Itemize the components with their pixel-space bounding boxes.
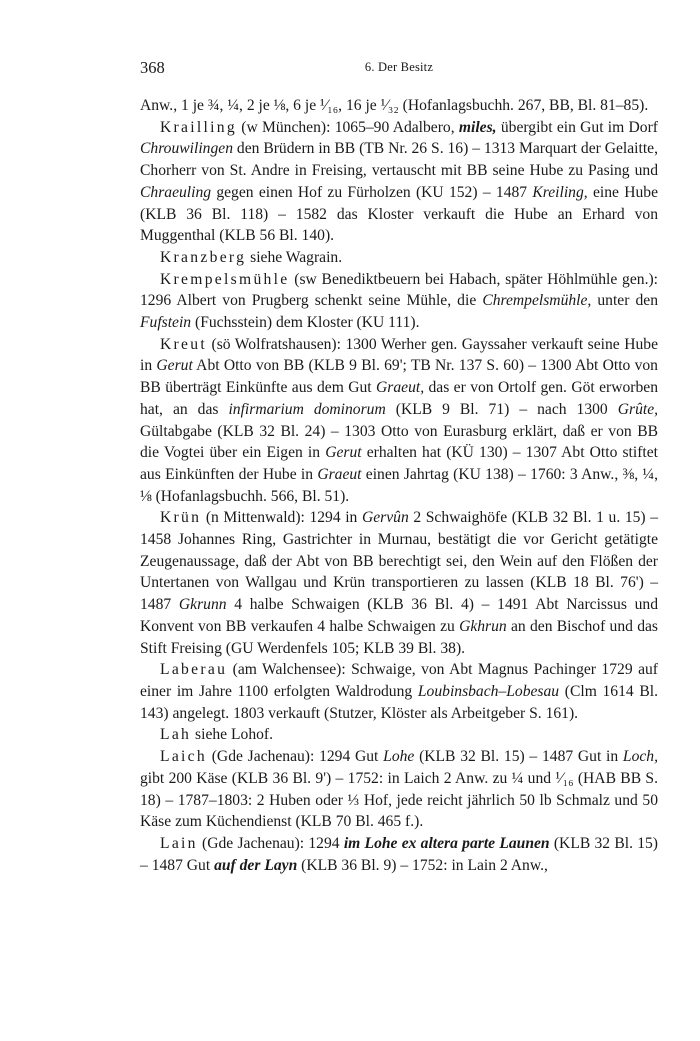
text-run: siehe Lohof.: [191, 726, 274, 744]
text-run: Abt Otto von BB (KLB 9 Bl. 69'; TB Nr. 137 S. 60) – 1300 Abt Otto von BB überträgt Einkünfte aus dem Gut: [140, 357, 658, 397]
text-run: (KLB 36 Bl. 9) – 1752: in Lain 2 Anw.,: [297, 856, 548, 874]
text-run: Anw., 1 je ¾, ¼, 2 je ⅛, 6 je ¹⁄₁₆, 16 je ¹⁄₃₂ (Hofanlagsbuchh. 267, BB, Bl. 81–85).: [140, 97, 649, 114]
text-run: siehe Wagrain.: [246, 248, 343, 266]
italic-term: Gkrunn: [178, 596, 227, 614]
entry-headword: Laich: [160, 748, 207, 766]
text-run: unter den: [591, 292, 658, 310]
paragraph-krailling: [140, 117, 658, 247]
italic-term: Chrempelsmühle,: [482, 292, 592, 310]
text-run: (Gde Jachenau): 1294 Gut: [207, 748, 384, 766]
text-run: (n Mittenwald): 1294 in: [201, 509, 362, 527]
entry-headword: Krün: [160, 509, 202, 527]
italic-term: Graeut: [317, 465, 362, 483]
text-run: (Clm 1614 Bl. 143) angelegt. 1803 verkauft (Stutzer, Klöster als Arbeitgeber S. 161).: [140, 682, 658, 722]
text-run: das er von Ortolf gen. Göt erworben hat, an das: [140, 379, 658, 418]
italic-term: Kreiling,: [532, 183, 588, 201]
italic-term: infirmarium dominorum: [228, 400, 386, 418]
text-run: übergibt ein Gut im Dorf: [496, 118, 658, 136]
paragraph-kruen: [140, 507, 658, 659]
bold-italic-term: im Lohe ex altera parte Launen: [343, 834, 550, 852]
text-run: (KLB 32 Bl. 15) – 1487 Gut in: [414, 748, 623, 766]
text-run: (Fuchsstein) dem Kloster (KU 111).: [191, 314, 420, 332]
entry-headword: Krempelsmühle: [160, 270, 290, 288]
text-run: einen Jahrtag (KU 138) – 1760: 3 Anw., ⅜, ¼, ⅛ (Hofanlagsbuchh. 566, Bl. 51).: [140, 465, 658, 505]
entry-headword: Kranzberg: [160, 248, 247, 266]
entry-headword: Lah: [160, 726, 192, 744]
text-run: (KLB 32 Bl. 15) – 1487 Gut: [140, 834, 659, 874]
italic-term: Loch,: [622, 748, 658, 766]
paragraph-laich: [140, 746, 658, 833]
text-run: gibt 200 Käse (KLB 36 Bl. 9') – 1752: in Laich 2 Anw. zu ¼ und ¹⁄₁₆ (HAB BB S. 18) – 1787–1803: 2 Huben oder ⅓ Hof, jede reicht jährlich 50 lb Schmalz und 50 Käse zum Küchendienst (KLB 70 Bl. 465 f.).: [140, 769, 658, 831]
paragraph-krempelsmuehle: [140, 269, 658, 334]
text-run: (Gde Jachenau): 1294: [197, 834, 344, 852]
entry-headword: Krailling: [160, 118, 237, 136]
entry-headword: Lain: [160, 834, 198, 852]
text-run: (am Walchensee): Schwaige, von Abt Magnus Pachinger 1729 auf einer im Jahre 1100 erfolgten Waldrodung: [140, 661, 658, 700]
body-text: [140, 95, 658, 876]
page-number: 368: [140, 58, 165, 77]
italic-term: Gkhrun: [459, 617, 507, 635]
text-run: an den Bischof und das Stift Freising (GU Werdenfels 105; KLB 39 Bl. 38).: [140, 617, 658, 657]
italic-term: Chrouwilingen: [140, 140, 233, 158]
text-run: erhalten hat (KÜ 130) – 1307 Abt Otto stiftet aus Einkünften der Hube in: [140, 444, 659, 483]
italic-term: Gervûn: [361, 509, 409, 527]
italic-term: Fufstein: [140, 314, 192, 332]
italic-term: Graeut,: [376, 379, 425, 397]
running-head: 6. Der Besitz: [364, 60, 434, 74]
text-run: eine Hube (KLB 36 Bl. 118) – 1582 das Kloster verkauft die Hube an Erhard von Muggenthal (KLB 56 Bl. 140).: [140, 183, 659, 245]
bold-italic-term: auf der Layn: [214, 856, 298, 874]
italic-term: Chraeuling: [140, 183, 212, 201]
paragraph-p0: [140, 95, 658, 117]
italic-term: Lohe: [383, 748, 415, 766]
italic-term: Gerut: [325, 444, 362, 462]
italic-term: Grûte,: [617, 400, 659, 418]
entry-headword: Laberau: [160, 661, 228, 679]
text-run: (sw Benediktbeuern bei Habach, später Höhlmühle gen.): 1296 Albert von Prugberg schenkt seine Mühle, die: [140, 270, 658, 310]
text-run: (sö Wolfratshausen): 1300 Werher gen. Gayssaher verkauft seine Hube in: [140, 335, 658, 375]
text-run: Gültabgabe (KLB 32 Bl. 24) – 1303 Otto von Eurasburg erklärt, daß er von BB die Vogtei über ein Eigen in: [140, 422, 658, 462]
entry-headword: Kreut: [160, 335, 208, 353]
paragraph-laberau: [140, 659, 658, 724]
text-run: 2 Schwaighöfe (KLB 32 Bl. 1 u. 15) – 1458 Johannes Ring, Gastrichter in Murnau, bestätigt die vor Gericht getätigte Zeugenaussage, daß der Abt von BB berechtigt sei, den Wein auf den Flößen der Untertanen von Wallgau und Krün transportieren zu lassen (KLB 18 Bl. 76') – 1487: [140, 509, 659, 614]
italic-term: Loubinsbach–Lobesau: [417, 682, 560, 700]
bold-italic-term: miles,: [458, 118, 497, 136]
text-run: 4 halbe Schwaigen (KLB 36 Bl. 4) – 1491 Abt Narcissus und Konvent von BB verkaufen 4 halbe Schwaigen zu: [140, 596, 658, 635]
paragraph-kranzberg: [140, 247, 658, 269]
paragraph-kreut: [140, 334, 658, 508]
text-run: gegen einen Hof zu Fürholzen (KU 152) – 1487: [211, 183, 533, 201]
page-header: [140, 58, 658, 80]
text-run: (w München): 1065–90 Adalbero,: [237, 118, 459, 136]
text-run: den Brüdern in BB (TB Nr. 26 S. 16) – 1313 Marquart der Gelaitte, Chorherr von St. Andre in Freising, vertauscht mit BB seine Hube zu Pasing und: [140, 140, 658, 180]
paragraph-lah: [140, 724, 658, 746]
italic-term: Gerut: [156, 357, 193, 375]
text-run: (KLB 9 Bl. 71) – nach 1300: [385, 400, 618, 418]
paragraph-lain: [140, 833, 658, 876]
